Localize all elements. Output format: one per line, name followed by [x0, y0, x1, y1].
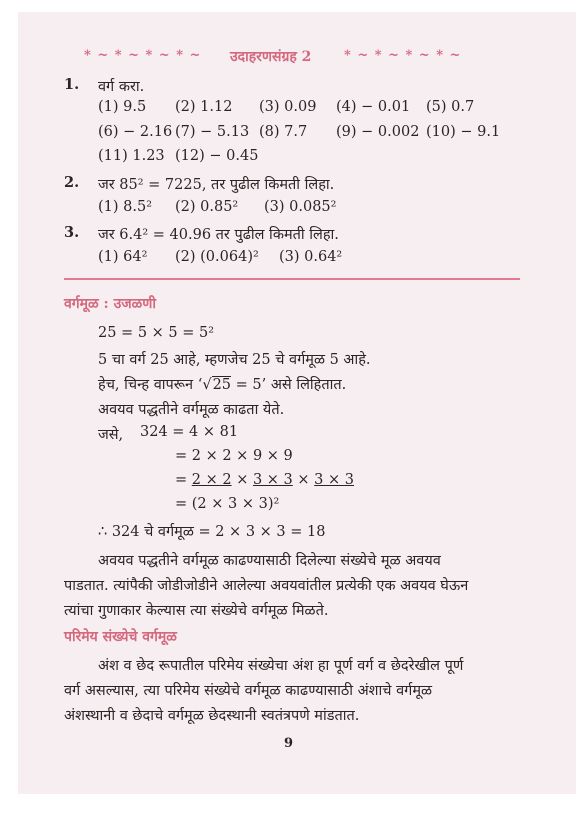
q1-prompt: वर्ग करा. [98, 79, 145, 95]
q1-item-1: (1) 9.5 [98, 99, 147, 115]
symbol-line-post: = 5’ असे लिहितात. [231, 377, 347, 393]
header-ornament-right: * ~ * ~ * ~ * ~ [344, 48, 462, 63]
radicand: 25 [212, 377, 232, 393]
rational-paragraph-line-2: वर्ग असल्यास, त्या परिमेय संख्येचे वर्गमूळ काढण्यासाठी अंशाचे वर्गमूळ [64, 683, 433, 699]
symbol-line [98, 374, 346, 394]
example-label: जसे, [98, 427, 124, 443]
section-heading-rational-square-root: परिमेय संख्येचे वर्गमूळ [64, 629, 177, 645]
q1-item-8: (8) 7.7 [259, 124, 308, 140]
method-paragraph-line-2: पाडतात. त्यांपैकी जोडीजोडीने आलेल्या अवयवांतील प्रत्येकी एक अवयव घेऊन [64, 578, 469, 594]
method-paragraph-line-1: अवयव पद्धतीने वर्गमूळ काढण्यासाठी दिलेल्या संख्येचे मूळ अवयव [98, 553, 441, 569]
q2-prompt: जर 85² = 7225, तर पुढील किमती लिहा. [98, 177, 335, 193]
q2-option-2: (2) 0.85² [175, 199, 239, 215]
q1-item-9: (9) − 0.002 [336, 124, 420, 140]
q3-option-3: (3) 0.64² [279, 249, 343, 265]
factor-method-line: अवयव पद्धतीने वर्गमूळ काढता येते. [98, 402, 285, 418]
q1-item-6: (6) − 2.16 [98, 124, 173, 140]
q1-number: 1. [64, 76, 80, 93]
q3-option-2: (2) (0.064)² [175, 249, 259, 265]
q1-item-11: (11) 1.23 [98, 148, 165, 164]
q1-item-7: (7) − 5.13 [175, 124, 250, 140]
factor-step-3: = 2 × 2 × 3 × 3 × 3 × 3 [175, 472, 354, 488]
factor-pair-3: 3 × 3 [314, 472, 354, 488]
q2-number: 2. [64, 174, 80, 191]
factor-pair-1: 2 × 2 [191, 472, 232, 488]
square-root-conclusion: ∴ 324 चे वर्गमूळ = 2 × 3 × 3 = 18 [98, 524, 326, 540]
q3-number: 3. [64, 224, 80, 241]
q3-option-1: (1) 64² [98, 249, 148, 265]
symbol-line-pre: हेच, चिन्ह वापरून ‘√ [98, 377, 212, 393]
rational-paragraph-line-1: अंश व छेद रूपातील परिमेय संख्येचा अंश हा पूर्ण वर्ग व छेदरेखील पूर्ण [98, 658, 464, 674]
q2-option-1: (1) 8.5² [98, 199, 153, 215]
square-explanation-line: 5 चा वर्ग 25 आहे, म्हणजेच 25 चे वर्गमूळ 5 आहे. [98, 352, 371, 368]
factor-pair-2: 3 × 3 [252, 472, 293, 488]
page-number: 9 [284, 736, 294, 751]
book-page [18, 12, 576, 794]
q1-item-10: (10) − 9.1 [426, 124, 501, 140]
section-divider [64, 278, 520, 280]
q1-item-5: (5) 0.7 [426, 99, 475, 115]
q1-item-12: (12) − 0.45 [175, 148, 259, 164]
factor-step-4: = (2 × 3 × 3)² [175, 496, 280, 512]
factor-step-2: = 2 × 2 × 9 × 9 [175, 448, 293, 464]
q2-option-3: (3) 0.085² [264, 199, 337, 215]
rational-paragraph-line-3: अंशस्थानी व छेदाचे वर्गमूळ छेदस्थानी स्वतंत्रपणे मांडतात. [64, 708, 360, 724]
exercise-title: उदाहरणसंग्रह 2 [230, 49, 312, 65]
header-ornament-left: * ~ * ~ * ~ * ~ [84, 48, 202, 63]
square-example-line: 25 = 5 × 5 = 5² [98, 325, 215, 341]
method-paragraph-line-3: त्यांचा गुणाकार केल्यास त्या संख्येचे वर्गमूळ मिळते. [64, 603, 329, 619]
q1-item-4: (4) − 0.01 [336, 99, 411, 115]
q3-prompt: जर 6.4² = 40.96 तर पुढील किमती लिहा. [98, 227, 339, 243]
q1-item-2: (2) 1.12 [175, 99, 233, 115]
q1-item-3: (3) 0.09 [259, 99, 317, 115]
factor-step-1: 324 = 4 × 81 [140, 424, 239, 440]
section-heading-square-root-review: वर्गमूळ : उजळणी [64, 296, 157, 312]
